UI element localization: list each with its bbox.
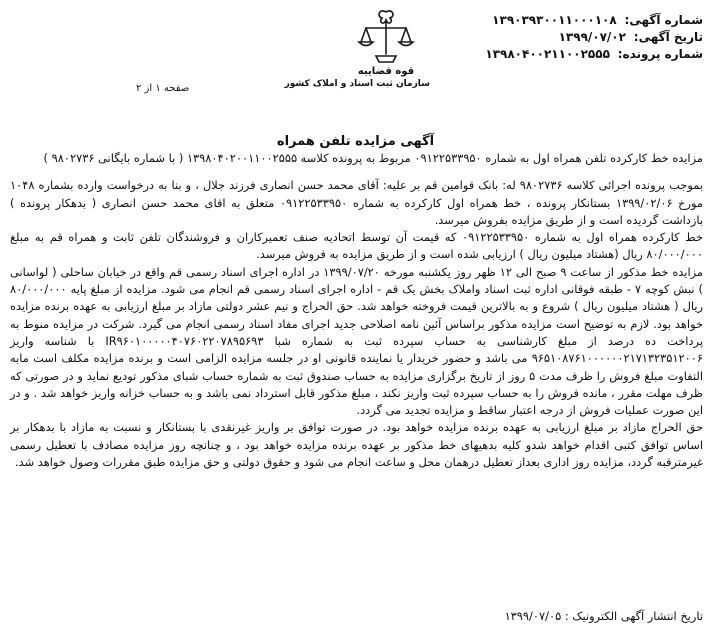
logo-caption-organization: سازمان ثبت اسناد و املاک کشور xyxy=(284,79,430,89)
publication-date: ۱۳۹۹/۰۷/۰۵ xyxy=(504,609,562,623)
case-number-label: شماره پرونده: xyxy=(617,47,703,61)
notice-number-label: شماره آگهی: xyxy=(624,13,703,27)
notice-metadata xyxy=(485,12,703,63)
notice-title: آگهی مزایده تلفن همراه xyxy=(276,134,435,149)
notice-date-label: تاریخ آگهی: xyxy=(633,30,703,44)
paragraph-auction-terms: مزایده خط مذکور از ساعت ۹ صبح الی ۱۲ ظهر روز یکشنبه مورخه ۱۳۹۹/۰۷/۲۰ در اداره اجرای اسناد رسمی قم واقع در خیابان ساحلی ( لواسانی ) نبش کوچه ۷ - طبقه فوقانی اداره ثبت اسناد واملاک بخش یک قم - اداره اجرای اسناد رسمی قم انجام می شود. مزایده از مبلغ پایه ۸۰/۰۰۰/۰۰۰ ریال ( هشتاد میلیون ریال ) شروع و به بالاترین قیمت فروخته خواهد شد. حق الحراج و نیم عشر دولتی مازاد بر مبلغ ارزیابی به عهده برنده مزایده خواهد بود. لازم به توضیح است مزایده مذکور براساس آئین نامه اصلاحی جدید اجرای مفاد اسناد رسمی انجام می گیرد. شرکت در مزایده منوط به پرداخت ده درصد از مبلغ کارشناسی به حساب سپرده ثبت به شماره شبا IR۹۶۰۱۰۰۰۰۰۴۰۷۶۰۲۲۰۷۸۹۵۶۹۳ با شناسه واریز ۹۶۵۱۰۸۷۶۱۰۰۰۰۰۰۲۱۷۱۳۲۳۵۱۲۰۰۶ می باشد و حضور خریدار یا نماینده قانونی او در جلسه مزایده الزامی است و برنده مزایده مکلف است مابه التفاوت مبلغ فروش را ظرف مدت ۵ روز از تاریخ برگزاری مزایده به حساب صندوق ثبت به شماره حساب شبای مذکور تودیع نماید و در صورتی که ظرف مهلت مقرر ، مانده فروش را به حساب سپرده ثبت واریز نکند ، مبلغ مذکور قابل استرداد نمی باشد و به حساب خزانه واریز خواهد شد . و در این صورت عملیات فروش از درجه اعتبار ساقط و مزایده تجدید می گردد. xyxy=(10,264,704,418)
paragraph-fees: حق الحراج مازاد بر مبلغ ارزیابی به عهده برنده مزایده خواهد بود. در صورت توافق بر واریز غیرنقدی با بستانکار و نسبت به مازاد با بدهکار بر اساس توافق کتبی اقدام خواهد شدو کلیه بدهیهای خط مذکور بر عهده برنده مزایده خواهد بود ، و چنانچه روز مزایده مصادف با تعطیل رسمی غیرمترقبه گردد، مزایده روز اداری بعداز تعطیل درهمان محل و ساعت انجام می شود و حقوق دولتی و حق مزایده طبق مقررات وصول خواهد شد. xyxy=(10,420,703,470)
scales-of-justice-icon xyxy=(356,6,416,68)
notice-number: ۱۳۹۰۳۹۳۰۰۱۱۰۰۰۱۰۸ xyxy=(492,13,617,27)
notice-body xyxy=(10,150,703,471)
paragraph-case-details: بموجب پرونده اجرائی کلاسه ۹۸۰۲۷۳۶ له: بانک قوامین قم بر علیه: آقای محمد حسن انصاری فرزند جلال ، و بنا به درخواست وارده بشماره ۱۰۴۸ مورخ ۱۳۹۹/۰۲/۰۶ بستانکار پرونده ، خط همراه اول کارکرده به شماره ۰۹۱۲۲۵۳۳۹۵۰ متعلق به اقای محمد حسن انصاری ( بدهکار پرونده ) بازداشت گردیده است و از طریق مزایده بفروش میرسد. xyxy=(10,178,704,227)
page-indicator: صفحه ۱ از ۲ xyxy=(136,83,190,94)
case-number: ۱۳۹۸۰۴۰۰۲۱۱۰۰۲۵۵۵ xyxy=(485,47,610,61)
logo-caption-judiciary: قوه قضاییه xyxy=(357,66,415,77)
publication-date-label: تاریخ انتشار آگهی الکترونیک : xyxy=(564,609,703,623)
paragraph-subject: مزایده خط کارکرده تلفن همراه اول به شماره ۰۹۱۲۲۵۳۳۹۵۰ مربوط به پرونده کلاسه ۱۳۹۸۰۴۰۲۰۰۱۱۰۰۲۵۵۵ ( با شماره بایگانی ۹۸۰۲۷۳۶ ) xyxy=(43,151,703,165)
notice-date-row xyxy=(485,29,703,46)
case-number-row xyxy=(485,46,703,63)
judiciary-logo xyxy=(284,6,430,108)
notice-number-row xyxy=(485,12,703,29)
notice-date: ۱۳۹۹/۰۷/۰۲ xyxy=(558,30,626,44)
publication-date-row xyxy=(505,609,703,623)
paragraph-valuation: خط کارکرده همراه اول به شماره ۰۹۱۲۲۵۳۳۹۵۰ که قیمت آن توسط اتحادیه صنف تعمیرکاران و فروشندگان تلفن ثابت و همراه قم به مبلغ ۸۰/۰۰۰/۰۰۰ ریال (هشتاد میلیون ریال ) ارزیابی شده است و از طریق مزایده به فروش میرسد. xyxy=(10,230,703,262)
